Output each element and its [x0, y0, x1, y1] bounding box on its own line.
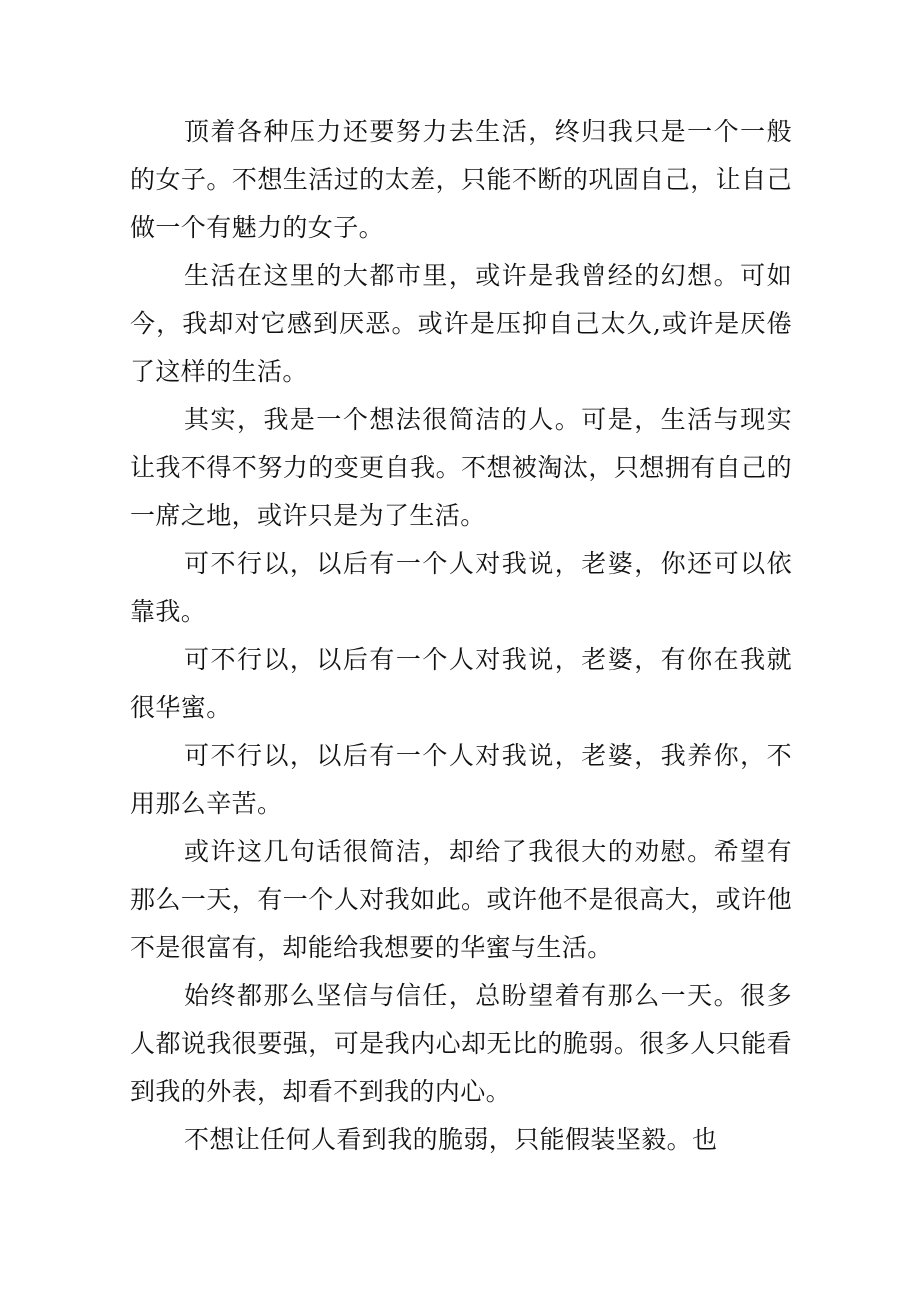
paragraph-4: 可不行以，以后有一个人对我说，老婆，你还可以依靠我。	[130, 549, 792, 626]
paragraph-8: 始终都那么坚信与信任，总盼望着有那么一天。很多人都说我很要强，可是我内心却无比的脆弱。很多人只能看到我的外表，却看不到我的内心。	[130, 981, 792, 1106]
document-page	[130, 108, 792, 1164]
paragraph-1: 顶着各种压力还要努力去生活，终归我只是一个一般的女子。不想生活过的太差，只能不断的巩固自己，让自己做一个有魅力的女子。	[130, 117, 792, 242]
paragraph-2: 生活在这里的大都市里，或许是我曾经的幻想。可如今，我却对它感到厌恶。或许是压抑自己太久,或许是厌倦了这样的生活。	[130, 261, 792, 386]
paragraph-6: 可不行以，以后有一个人对我说，老婆，我养你，不用那么辛苦。	[130, 741, 792, 818]
paragraph-3: 其实，我是一个想法很简洁的人。可是，生活与现实让我不得不努力的变更自我。不想被淘汰，只想拥有自己的一席之地，或许只是为了生活。	[130, 405, 792, 530]
paragraph-5: 可不行以，以后有一个人对我说，老婆，有你在我就很华蜜。	[130, 645, 792, 722]
paragraph-7: 或许这几句话很简洁，却给了我很大的劝慰。希望有那么一天，有一个人对我如此。或许他不是很高大，或许他不是很富有，却能给我想要的华蜜与生活。	[130, 837, 792, 962]
paragraph-9: 不想让任何人看到我的脆弱，只能假装坚毅。也	[184, 1125, 718, 1154]
